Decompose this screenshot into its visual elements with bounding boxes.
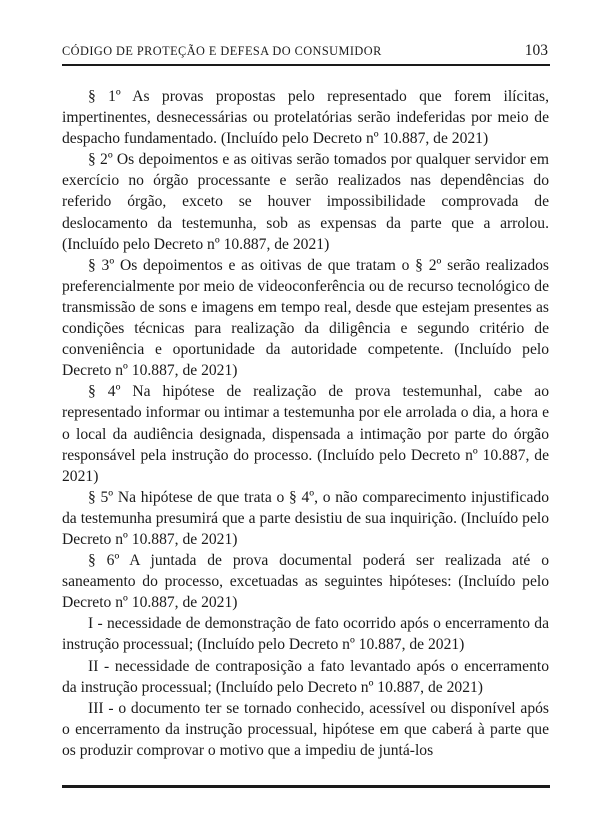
header-rule bbox=[62, 64, 550, 66]
paragraph-5: § 5º Na hipótese de que trata o § 4º, o não comparecimento injustificado da testemunha presumirá que a parte desistiu de sua inquirição. (Incluído pelo Decreto nº 10.887, de 2021) bbox=[62, 488, 549, 548]
item-ii: II - necessidade de contraposição a fato levantado após o encerramento da instrução processual; (Incluído pelo Decreto nº 10.887, de 2021) bbox=[62, 657, 549, 696]
paragraph-4: § 4º Na hipótese de realização de prova testemunhal, cabe ao representado informar ou intimar a testemunha por ele arrolada o dia, a hora e o local da audiência designada, dispensada a intimação por parte do órgão responsável pela instrução do processo. (Incluído pelo Decreto nº 10.887, de 2021) bbox=[62, 383, 549, 485]
paragraph-1: § 1º As provas propostas pelo representado que forem ilícitas, impertinentes, desnecessárias ou protelatórias serão indeferidas por meio de despacho fundamentado. (Incluído pelo Decreto nº 10.887, de 2021) bbox=[62, 88, 549, 148]
paragraph-6: § 6º A juntada de prova documental poderá ser realizada até o saneamento do processo, excetuadas as seguintes hipóteses: (Incluído pelo Decreto nº 10.887, de 2021) bbox=[62, 552, 549, 612]
running-header bbox=[62, 42, 550, 64]
page-number: 103 bbox=[524, 42, 548, 59]
item-i: I - necessidade de demonstração de fato ocorrido após o encerramento da instrução processual; (Incluído pelo Decreto nº 10.887, de 2021) bbox=[62, 615, 549, 654]
item-iii: III - o documento ter se tornado conhecido, acessível ou disponível após o encerramento da instrução processual, hipótese em que caberá à parte que os produzir comprovar o motivo que a impediu de juntá-los bbox=[62, 699, 549, 759]
paragraph-3: § 3º Os depoimentos e as oitivas de que tratam o § 2º serão realizados preferencialmente por meio de videoconferência ou de recurso tecnológico de transmissão de sons e imagens em tempo real, desde que estejam presentes as condições técnicas para realização da diligência e segundo critério de conveniência e oportunidade da autoridade competente. (Incluído pelo Decreto nº 10.887, de 2021) bbox=[62, 256, 549, 380]
footer-rule bbox=[62, 785, 550, 788]
paragraph-2: § 2º Os depoimentos e as oitivas serão tomados por qualquer servidor em exercício no órgão processante e serão realizados nas dependências do referido órgão, exceto se houver impossibilidade comprovada de deslocamento da testemunha, sob as expensas da parte que a arrolou. (Incluído pelo Decreto nº 10.887, de 2021) bbox=[62, 151, 549, 253]
running-header-title: CÓDIGO DE PROTEÇÃO E DEFESA DO CONSUMIDOR bbox=[62, 44, 382, 58]
body-text bbox=[62, 86, 549, 761]
